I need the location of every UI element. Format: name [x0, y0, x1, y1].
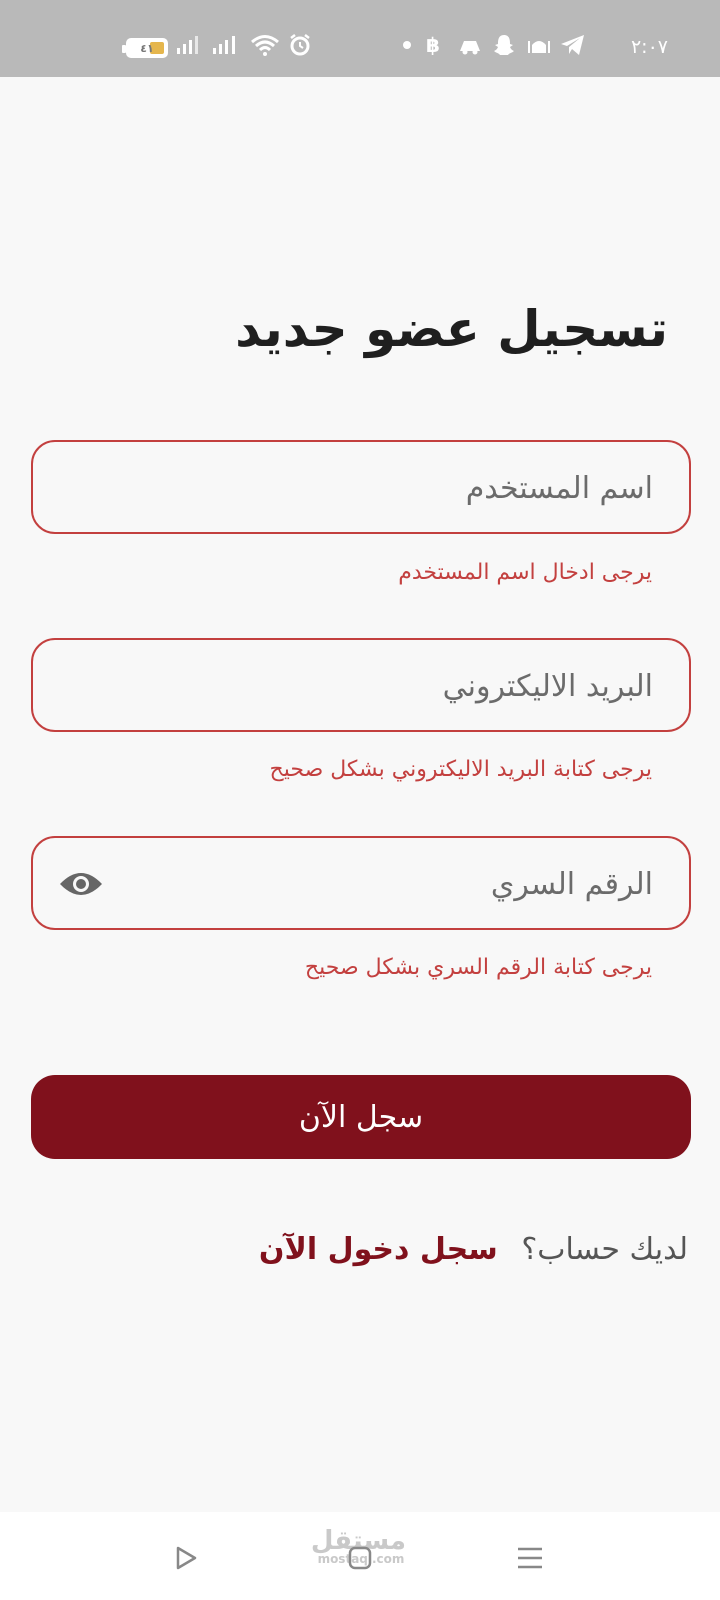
- navigation-bar: [0, 1512, 720, 1600]
- snapchat-icon: [492, 34, 516, 56]
- battery-level: ٤١: [140, 41, 154, 55]
- wifi-icon: [250, 34, 280, 56]
- page-title: تسجيل عضو جديد: [235, 300, 668, 358]
- have-account-text: لديك حساب؟: [521, 1232, 688, 1267]
- password-input[interactable]: [133, 856, 653, 912]
- register-button[interactable]: سجل الآن: [31, 1075, 691, 1159]
- recents-menu-icon[interactable]: [510, 1538, 550, 1578]
- username-error: يرجى ادخال اسم المستخدم: [398, 560, 652, 585]
- signal-icon: [212, 34, 238, 56]
- status-time: ٢:٠٧: [630, 36, 668, 58]
- signal-icon: [176, 34, 200, 56]
- password-field-container: [31, 836, 691, 930]
- alarm-icon: [288, 34, 312, 56]
- login-link[interactable]: سجل دخول الآن: [258, 1232, 498, 1267]
- username-field-container: [31, 440, 691, 534]
- watermark-subtext: mostaql.com: [317, 1552, 405, 1566]
- home-square-icon[interactable]: [340, 1538, 380, 1578]
- battery-icon: [126, 38, 168, 58]
- email-input[interactable]: [133, 658, 653, 714]
- mosque-icon: [528, 34, 550, 56]
- email-field-container: [31, 638, 691, 732]
- dot-icon: [402, 34, 412, 56]
- status-bar: [0, 0, 720, 77]
- email-error: يرجى كتابة البريد الاليكتروني بشكل صحيح: [269, 757, 652, 782]
- telegram-icon: [560, 34, 586, 56]
- b-app-icon: ฿: [426, 33, 440, 57]
- password-error: يرجى كتابة الرقم السري بشكل صحيح: [304, 955, 652, 980]
- login-prompt: [48, 1232, 688, 1267]
- eye-icon[interactable]: [57, 864, 105, 904]
- app-icon: [458, 34, 482, 56]
- username-input[interactable]: [133, 460, 653, 516]
- watermark-text: مستقل: [310, 1526, 406, 1556]
- back-triangle-icon[interactable]: [166, 1538, 206, 1578]
